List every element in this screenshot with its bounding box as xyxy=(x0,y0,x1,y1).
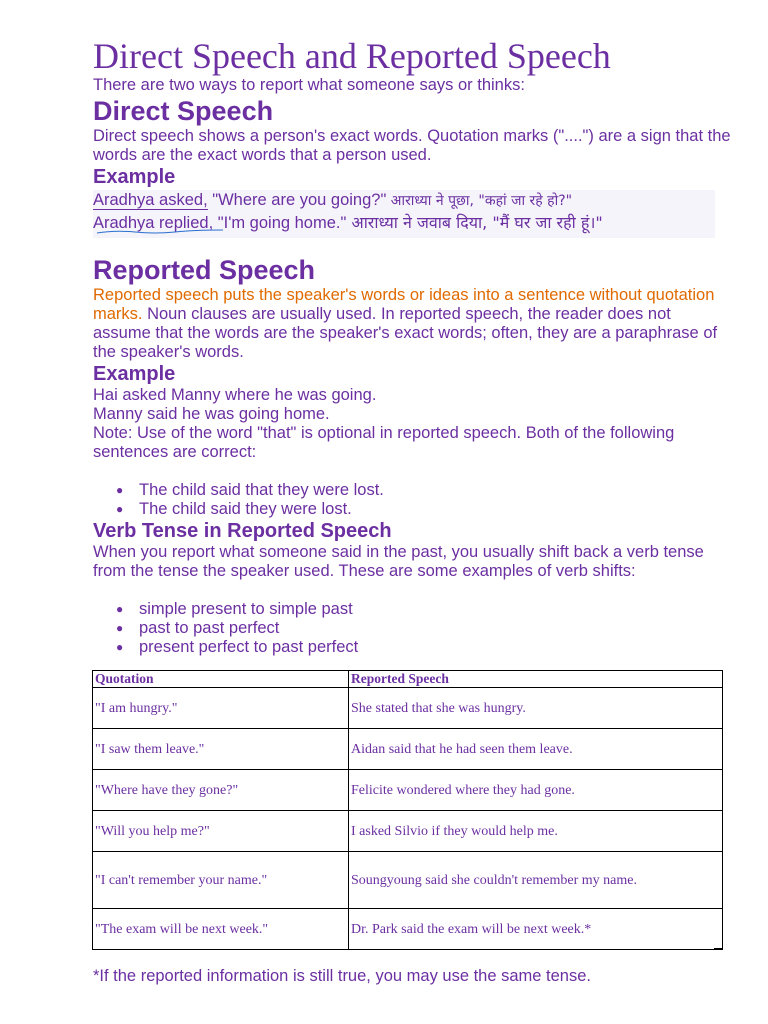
table-cell: "I am hungry." xyxy=(93,688,349,729)
reported-example-2: Manny said he was going home. xyxy=(93,405,330,423)
list-item: ● present perfect to past perfect xyxy=(116,638,359,656)
list-item: ● past to past perfect xyxy=(116,619,280,637)
table-cell: "The exam will be next week." xyxy=(93,909,349,950)
direct-example-heading: Example xyxy=(93,166,176,188)
document-page xyxy=(93,36,733,657)
table-cell: Soungyoung said she couldn't remember my name. xyxy=(349,852,723,909)
table-row xyxy=(93,688,723,729)
column-header-reported: Reported Speech xyxy=(349,671,723,688)
example-1-hindi: आराध्या ने पूछा, "कहां जा रहे हो?" xyxy=(386,193,573,209)
table-row xyxy=(93,811,723,852)
table-cell: Aidan said that he had seen them leave. xyxy=(349,729,723,770)
table-cell: I asked Silvio if they would help me. xyxy=(349,811,723,852)
example-2-quote: "I'm going home." xyxy=(213,214,347,232)
table-cell: "Where have they gone?" xyxy=(93,770,349,811)
table-cell: "Will you help me?" xyxy=(93,811,349,852)
reported-speech-body xyxy=(93,286,733,362)
verb-tense-bullets xyxy=(93,600,733,657)
squiggle-underline-icon xyxy=(95,228,225,236)
example-1-speaker: Aradhya asked, xyxy=(93,191,208,209)
verb-shift-table xyxy=(92,670,723,950)
bullet-icon: ● xyxy=(116,483,124,497)
example-1-quote: "Where are you going?" xyxy=(207,191,387,209)
reported-body-rest: Noun clauses are usually used. In reported speech, the reader does not assume that the words are the speaker's exact words; often, they are a paraphrase of the speaker's words. xyxy=(93,305,718,361)
column-header-quotation: Quotation xyxy=(93,671,349,688)
table-header-row xyxy=(93,671,723,688)
verb-tense-body: When you report what someone said in the past, you usually shift back a verb tense from the tense the speaker used. These are some examples of verb shifts: xyxy=(93,543,704,580)
table-row xyxy=(93,909,723,950)
reported-speech-heading: Reported Speech xyxy=(93,255,316,285)
list-item: ● simple present to simple past xyxy=(116,600,353,618)
table-corner-mark xyxy=(714,948,723,949)
direct-speech-heading: Direct Speech xyxy=(93,96,274,126)
table-row xyxy=(93,852,723,909)
table-row xyxy=(93,770,723,811)
table-cell: "I can't remember your name." xyxy=(93,852,349,909)
reported-body-highlight: Reported speech puts the speaker's words or ideas into a sentence without quotation marks. xyxy=(93,286,715,323)
example-2-hindi: आराध्या ने जवाब दिया, "मैं घर जा रही हूं।" xyxy=(346,213,603,232)
table-corner-mark xyxy=(722,930,723,949)
intro-text: There are two ways to report what someone says or thinks: xyxy=(93,76,525,94)
direct-examples xyxy=(93,190,715,238)
list-item: ● The child said that they were lost. xyxy=(116,481,384,499)
footnote: *If the reported information is still true, you may use the same tense. xyxy=(93,966,591,985)
table-cell: Dr. Park said the exam will be next week.* xyxy=(349,909,723,950)
direct-speech-body: Direct speech shows a person's exact words. Quotation marks ("....") are a sign that the words are the exact words that a person used. xyxy=(93,127,731,164)
bullet-icon: ● xyxy=(116,602,124,616)
bullet-icon: ● xyxy=(116,640,124,654)
reported-note: Note: Use of the word "that" is optional in reported speech. Both of the following sentences are correct: xyxy=(93,424,675,461)
verb-tense-heading: Verb Tense in Reported Speech xyxy=(93,520,392,542)
direct-example-1 xyxy=(93,190,715,212)
bullet-icon: ● xyxy=(116,621,124,635)
example-2-speaker: Aradhya replied, xyxy=(93,214,214,232)
table-cell: "I saw them leave." xyxy=(93,729,349,770)
bullet-icon: ● xyxy=(116,502,124,516)
reported-example-heading: Example xyxy=(93,363,176,385)
reported-example-1: Hai asked Manny where he was going. xyxy=(93,386,377,404)
reported-bullets xyxy=(93,481,733,519)
table-row xyxy=(93,729,723,770)
page-title: Direct Speech and Reported Speech xyxy=(93,36,611,76)
table-cell: She stated that she was hungry. xyxy=(349,688,723,729)
list-item: ● The child said they were lost. xyxy=(116,500,352,518)
table-cell: Felicite wondered where they had gone. xyxy=(349,770,723,811)
